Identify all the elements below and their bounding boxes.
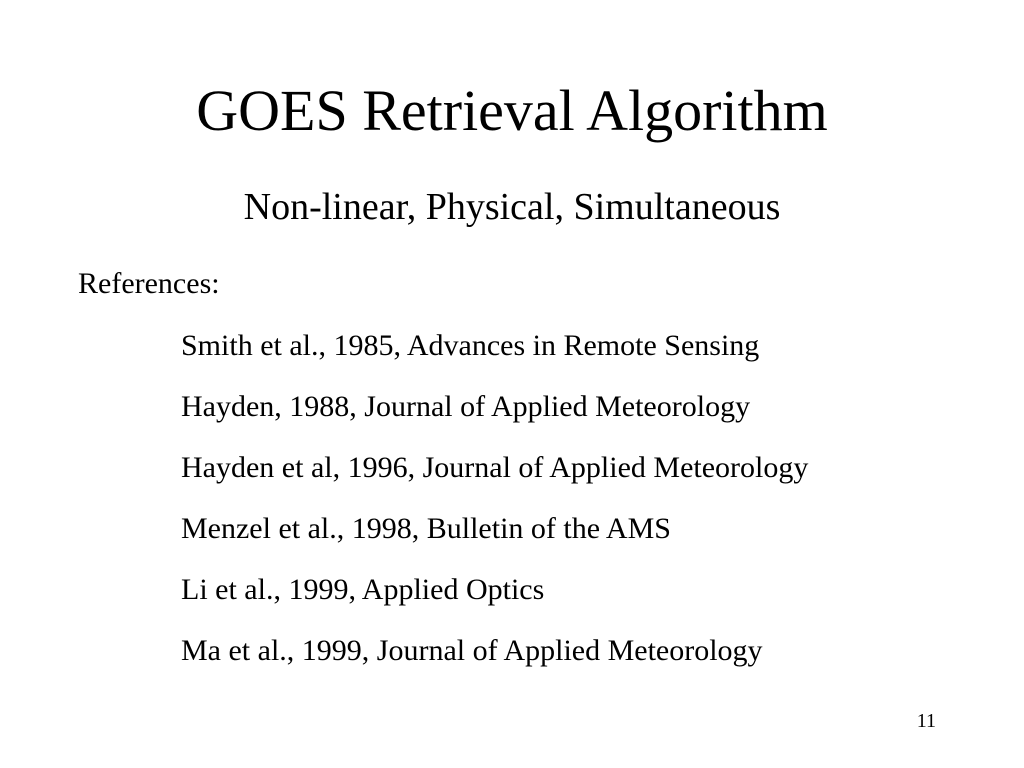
slide-title: GOES Retrieval Algorithm — [196, 78, 828, 143]
reference-item: Ma et al., 1999, Journal of Applied Meteorology — [181, 634, 763, 667]
slide-number: 11 — [916, 710, 936, 732]
reference-item: Menzel et al., 1998, Bulletin of the AMS — [181, 512, 671, 545]
reference-item: Hayden, 1988, Journal of Applied Meteorology — [181, 390, 751, 423]
reference-item: Li et al., 1999, Applied Optics — [181, 573, 545, 606]
reference-item: Smith et al., 1985, Advances in Remote Sensing — [181, 329, 760, 362]
references-heading: References: — [78, 267, 220, 300]
slide-subtitle: Non-linear, Physical, Simultaneous — [243, 186, 781, 228]
references-list — [181, 328, 808, 694]
reference-item: Hayden et al, 1996, Journal of Applied Meteorology — [181, 451, 809, 484]
